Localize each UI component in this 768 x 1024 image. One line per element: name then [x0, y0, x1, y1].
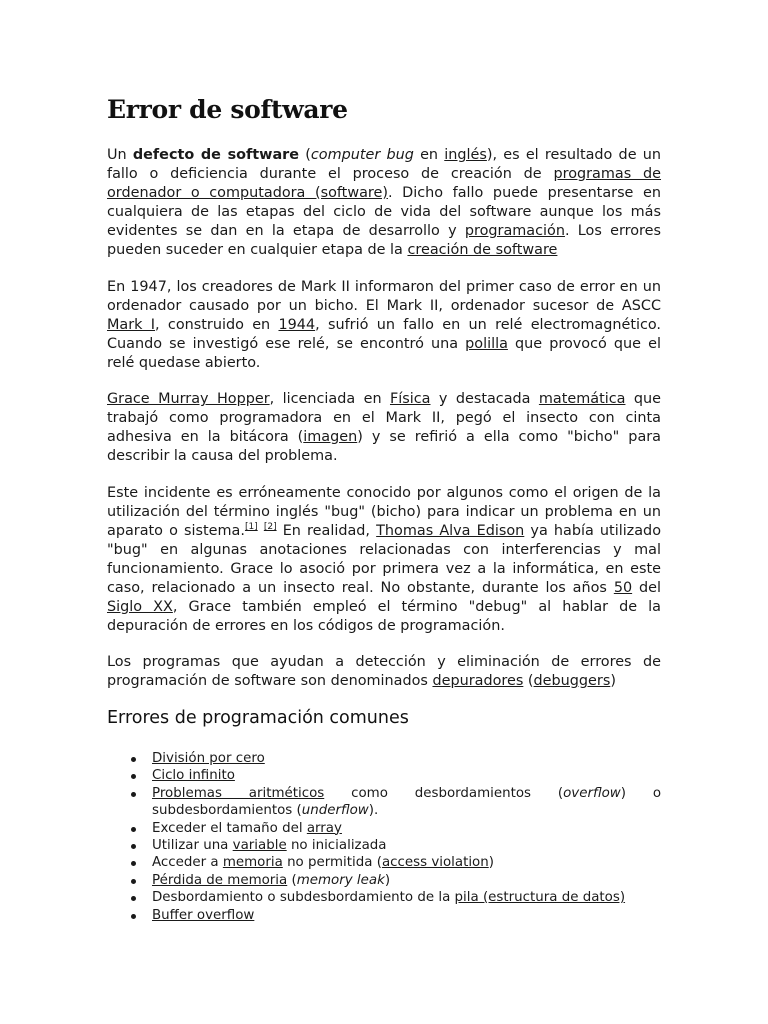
ref-1-link[interactable]: [1] [244, 522, 258, 532]
text: En realidad, [276, 523, 377, 539]
text: ). [368, 803, 379, 819]
link-programas[interactable]: programas de ordenador o computadora (software) [107, 166, 662, 201]
list-item [107, 854, 661, 871]
text: , construido en [155, 317, 279, 333]
text: ( [287, 872, 297, 888]
text: ) [610, 673, 616, 689]
link-pila[interactable]: pila (estructura de datos) [454, 890, 626, 906]
link-debuggers[interactable]: debuggers [533, 673, 611, 689]
paragraph-origin [107, 484, 661, 636]
link-siglo-xx[interactable]: Siglo XX [107, 599, 173, 615]
italic-term: overflow [563, 785, 621, 801]
link-thomas-edison[interactable]: Thomas Alva Edison [376, 523, 525, 539]
list-item [107, 837, 661, 854]
text: que provocó que el relé quedase abierto. [107, 336, 661, 371]
link-fisica[interactable]: Física [389, 391, 431, 407]
text: . Dicho fallo puede presentarse en cualquiera de las etapas del ciclo de vida del software aunque los más evidentes se dan en la etapa de desarrollo y [107, 185, 661, 239]
paragraph-hopper [107, 390, 661, 466]
text: del [632, 580, 662, 596]
text: no inicializada [286, 838, 387, 854]
text: Desbordamiento o subdesbordamiento de la [152, 890, 455, 906]
list-item [107, 872, 661, 889]
link-buffer-overflow[interactable]: Buffer overflow [152, 907, 255, 923]
link-variable[interactable]: variable [232, 838, 287, 854]
list-item [107, 889, 661, 906]
text: Exceder el tamaño del [152, 820, 307, 836]
link-matematica[interactable]: matemática [538, 391, 626, 407]
link-1944[interactable]: 1944 [278, 317, 316, 333]
link-grace-hopper[interactable]: Grace Murray Hopper [107, 391, 270, 407]
text: Este incidente es erróneamente conocido por algunos como el origen de la utilización del término inglés "bug" (bicho) para indicar un problema en un aparato o sistema. [107, 485, 661, 539]
text: como desbordamientos ( [324, 785, 564, 801]
text: ) o subdesbordamientos ( [152, 785, 662, 819]
text: ( [299, 147, 311, 163]
text: ), es el resultado de un fallo o deficiencia durante el proceso de creación de [107, 147, 661, 182]
link-imagen[interactable]: imagen [303, 429, 358, 445]
list-item [107, 907, 661, 924]
link-creacion-software[interactable]: creación de software [407, 242, 558, 258]
link-perdida-memoria[interactable]: Pérdida de memoria [152, 872, 288, 888]
text: , licenciada en [269, 391, 390, 407]
link-50[interactable]: 50 [613, 580, 633, 596]
text: En 1947, los creadores de Mark II informaron del primer caso de error en un ordenador causado por un bicho. El Mark II, ordenador sucesor de ASCC [107, 279, 661, 314]
link-access-violation[interactable]: access violation [381, 855, 489, 871]
text: Utilizar una [152, 838, 233, 854]
text: y destacada [430, 391, 539, 407]
text: ) [384, 872, 391, 888]
text: Los programas que ayudan a detección y eliminación de errores de programación de software son denominados [107, 654, 661, 689]
text: que trabajó como programadora en el Mark II, pegó el insecto con cinta adhesiva en la bitácora ( [107, 391, 661, 445]
link-problemas-aritmeticos[interactable]: Problemas aritméticos [152, 785, 325, 801]
link-mark-i[interactable]: Mark I [107, 317, 156, 333]
link-memoria[interactable]: memoria [222, 855, 283, 871]
text: Un [107, 147, 133, 163]
paragraph-history [107, 278, 661, 373]
link-division-cero[interactable]: División por cero [152, 751, 265, 766]
ref-2-link[interactable]: [2] [263, 522, 277, 532]
link-ciclo-infinito[interactable]: Ciclo infinito [152, 768, 235, 784]
italic-term: underflow [301, 803, 369, 819]
italic-term: memory leak [296, 872, 385, 888]
text: , Grace también empleó el término "debug" al hablar de la depuración de errores en los códigos de programación. [107, 599, 661, 634]
text: no permitida ( [282, 855, 382, 871]
link-programacion[interactable]: programación [464, 223, 565, 239]
text: Acceder a [152, 855, 223, 871]
list-item [107, 785, 661, 820]
text: . Los errores pueden suceder en cualquier etapa de la [107, 223, 661, 258]
link-depuradores[interactable]: depuradores [432, 673, 524, 689]
text: en [413, 147, 445, 163]
paragraph-intro [107, 146, 661, 260]
section-heading: Errores de programación comunes [107, 708, 409, 728]
common-errors-list [107, 750, 661, 924]
paragraph-debuggers [107, 653, 661, 691]
list-item [107, 750, 661, 767]
link-polilla[interactable]: polilla [465, 336, 508, 352]
italic-term: computer bug [310, 147, 414, 163]
list-item [107, 820, 661, 837]
link-ingles[interactable]: inglés [444, 147, 487, 163]
link-array[interactable]: array [306, 820, 342, 836]
bold-term: defecto de software [132, 147, 300, 163]
page-title: Error de software [107, 95, 348, 124]
list-item [107, 767, 661, 784]
text: ( [523, 673, 534, 689]
text: ) [488, 855, 494, 871]
text: , sufrió un fallo en un relé electromagnético. Cuando se investigó ese relé, se encontró una [107, 317, 661, 352]
text: ya había utilizado "bug" en algunas anotaciones relacionadas con interferencias y mal funcionamiento. Grace lo asoció por primera vez a la informática, en este caso, relacionado a un insecto real. No obstante, durante los años [107, 523, 661, 596]
text: ) y se refirió a ella como "bicho" para describir la causa del problema. [107, 429, 661, 464]
